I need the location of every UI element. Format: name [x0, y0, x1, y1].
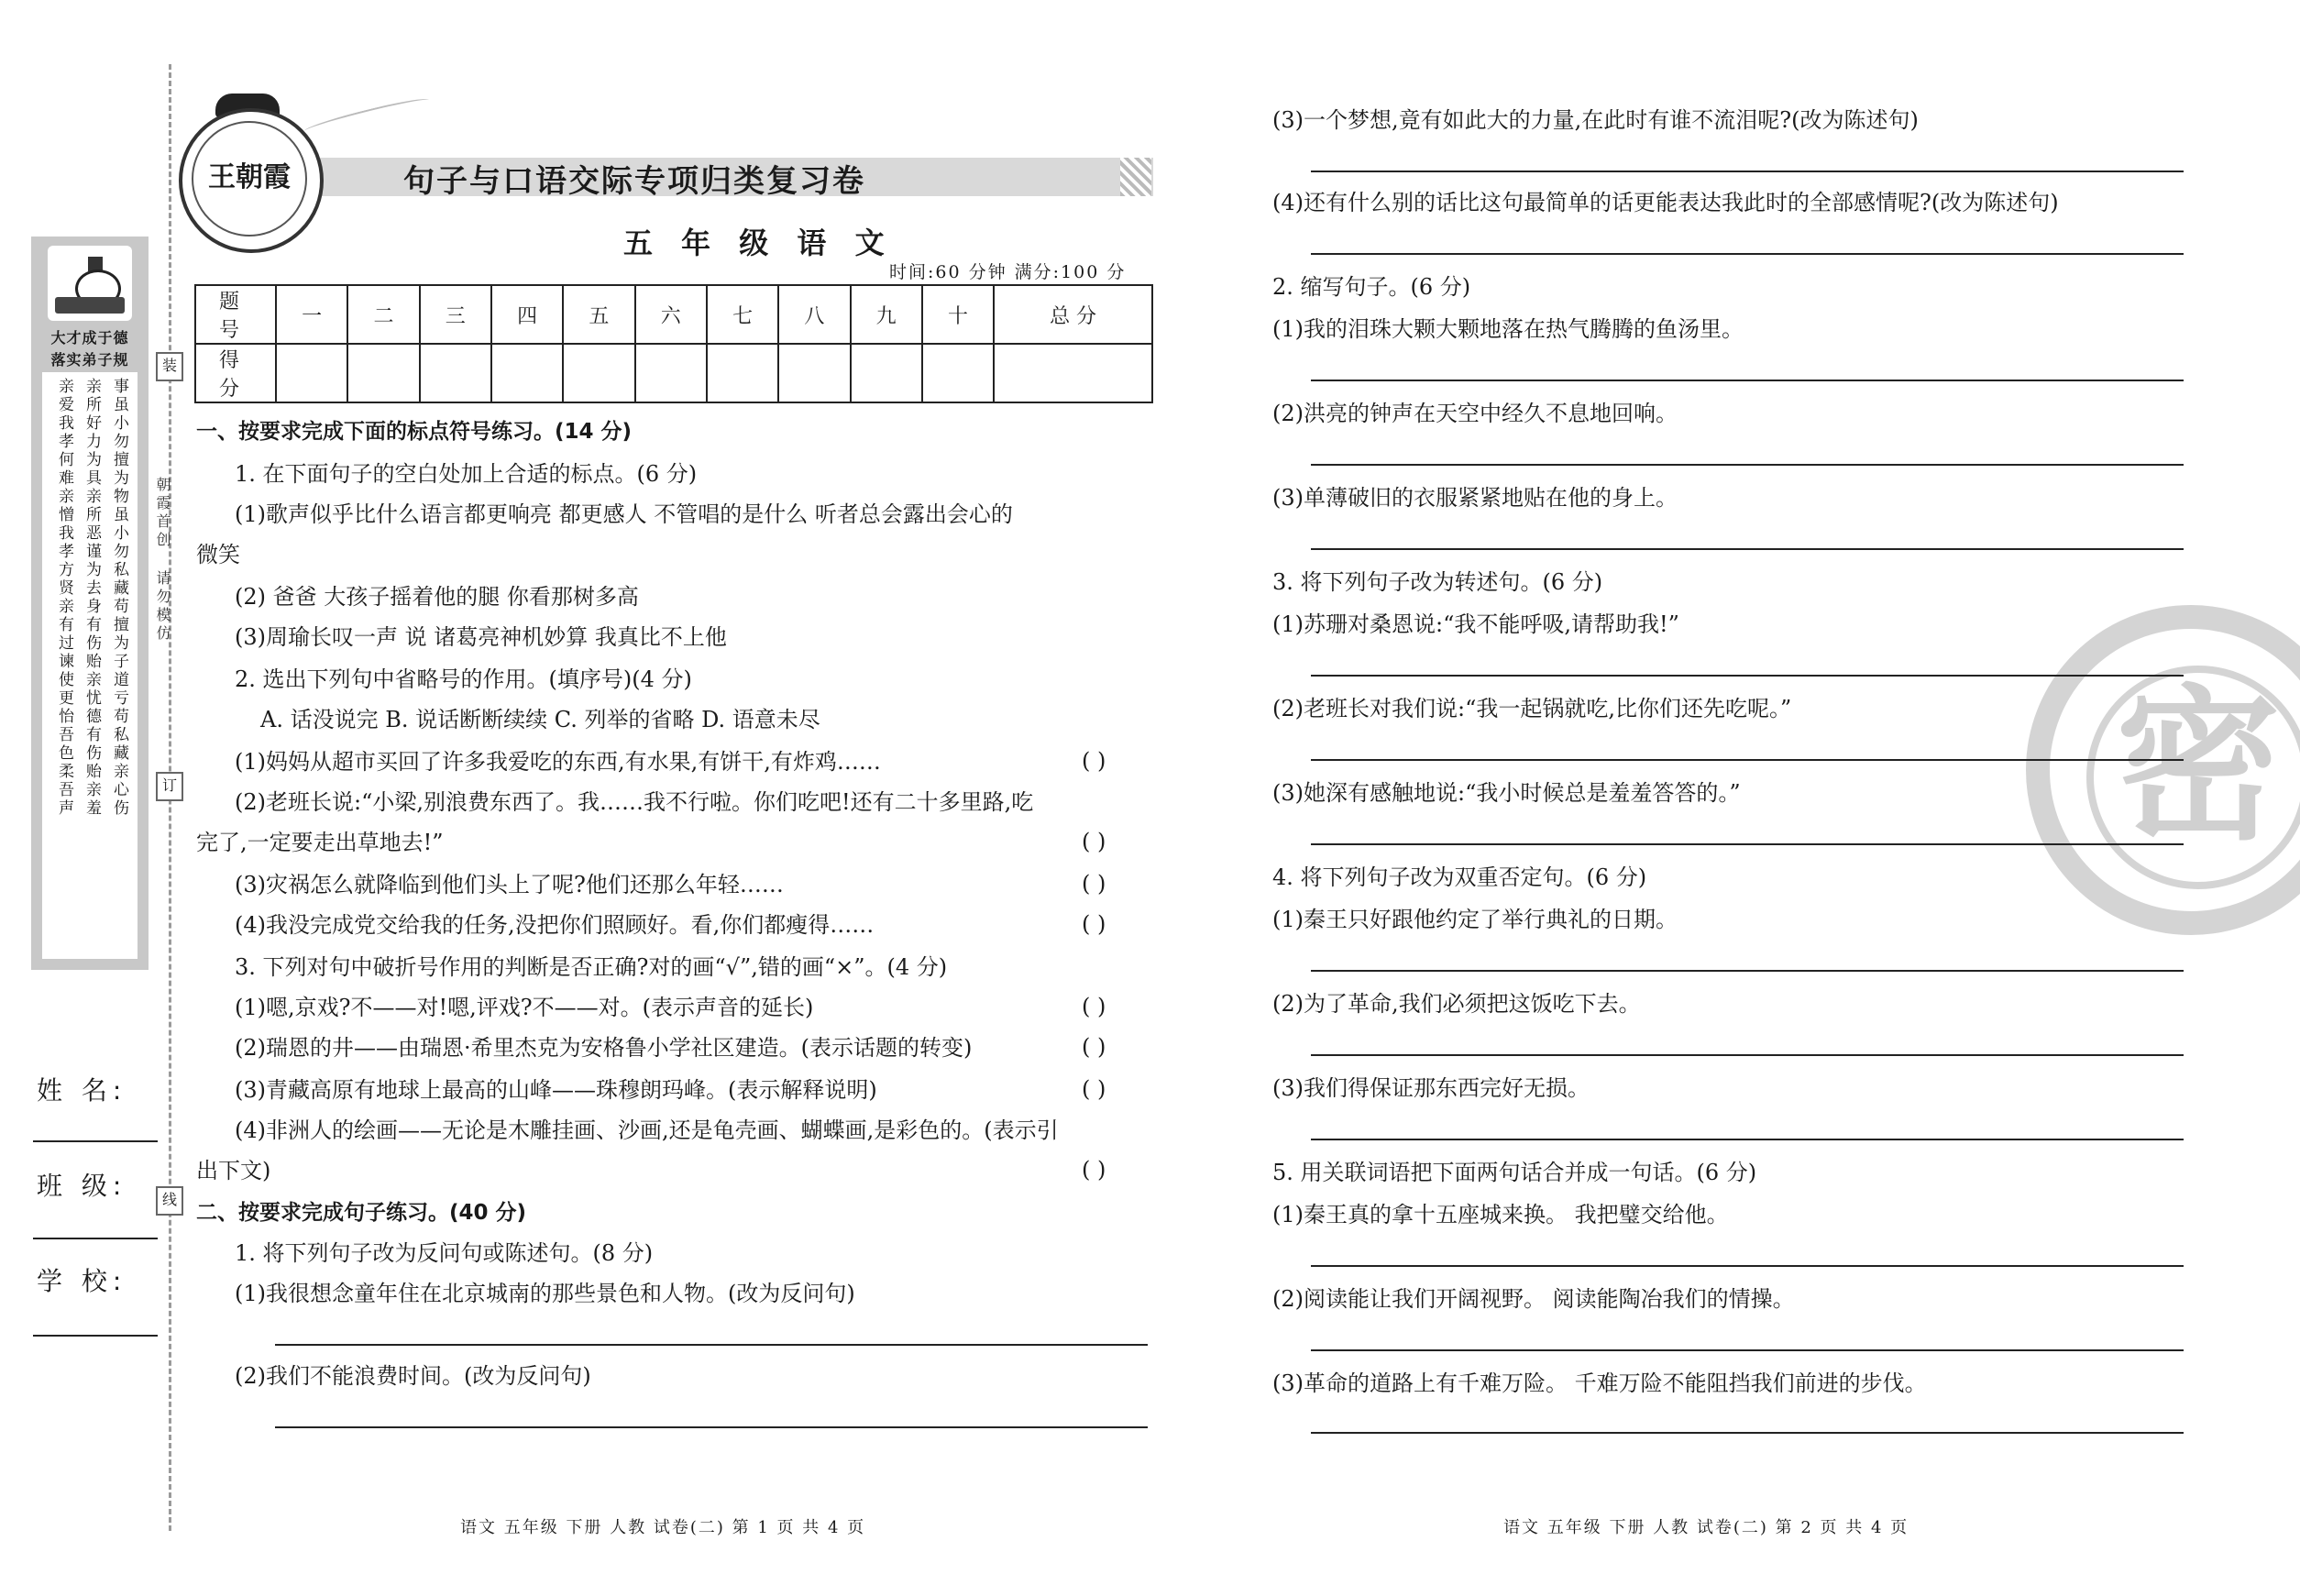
- score-cell[interactable]: [994, 344, 1152, 402]
- answer-paren[interactable]: ( ): [1082, 829, 1106, 854]
- question-2-4: (4)我没完成党交给我的任务,没把你们照顾好。看,你们都瘦得……: [235, 912, 875, 938]
- question-3-4: (4)非洲人的绘画——无论是木雕挂画、沙画,还是龟壳画、蝴蝶画,是彩色的。(表示引: [235, 1117, 1059, 1143]
- question-2: 2. 选出下列句中省略号的作用。(填序号)(4 分): [235, 666, 692, 692]
- rq2-2: (2)洪亮的钟声在天空中经久不息地回响。: [1272, 401, 1678, 426]
- logo-text: 王朝霞: [192, 121, 307, 237]
- answer-line[interactable]: [1311, 464, 2184, 466]
- col-header: 一: [276, 285, 347, 344]
- col-header: 九: [851, 285, 922, 344]
- section-2-question-1-2: (2)我们不能浪费时间。(改为反问句): [235, 1363, 591, 1389]
- row-label-number: 题 号: [195, 285, 276, 344]
- col-header: 八: [778, 285, 850, 344]
- col-header: 四: [491, 285, 563, 344]
- seal-char-zhuang: 装: [156, 352, 183, 381]
- answer-line[interactable]: [1311, 970, 2184, 972]
- rq3-1: (1)苏珊对桑恩说:“我不能呼吸,请帮助我!”: [1272, 611, 1679, 637]
- answer-line[interactable]: [1311, 548, 2184, 550]
- rq5-3: (3)革命的道路上有千难万险。 千难万险不能阻挡我们前进的步伐。: [1272, 1370, 1927, 1396]
- watermark-glyph: 密: [2116, 669, 2282, 863]
- question-3: 3. 下列对句中破折号作用的判断是否正确?对的画“√”,错的画“×”。(4 分): [235, 954, 948, 980]
- question-3-3: (3)青藏高原有地球上最高的山峰——珠穆朗玛峰。(表示解释说明): [235, 1077, 877, 1103]
- score-cell[interactable]: [420, 344, 491, 402]
- motto-line-2: 落实弟子规: [50, 351, 129, 369]
- question-1-1-cont: 微笑: [196, 542, 240, 567]
- answer-paren[interactable]: ( ): [1082, 911, 1106, 937]
- score-cell[interactable]: [635, 344, 707, 402]
- score-table: [194, 284, 1153, 403]
- rules-column-1: 亲爱我孝何难亲憎我孝方贤亲有过谏使更怡吾色柔吾声: [55, 378, 73, 818]
- score-cell[interactable]: [563, 344, 634, 402]
- score-cell[interactable]: [276, 344, 347, 402]
- rq2: 2. 缩写句子。(6 分): [1272, 274, 1471, 300]
- subject-title: 五 年 级 语 文: [623, 226, 894, 260]
- score-table-row-scores: [195, 344, 1152, 402]
- answer-line[interactable]: [1311, 1139, 2184, 1140]
- school-label: 学 校:: [37, 1266, 127, 1296]
- watermark-stamp: [2026, 605, 2300, 935]
- rq5: 5. 用关联词语把下面两句话合并成一句话。(6 分): [1272, 1160, 1757, 1185]
- seal-char-xian: 线: [156, 1186, 183, 1216]
- answer-line[interactable]: [1311, 380, 2184, 381]
- col-header: 五: [563, 285, 634, 344]
- col-header: 七: [707, 285, 778, 344]
- question-1-1: (1)歌声似乎比什么语言都更响亮 都更感人 不管唱的是什么 听者总会露出会心的: [235, 501, 1013, 527]
- question-1-2: (2) 爸爸 大孩子摇着他的腿 你看那树多高: [235, 584, 639, 610]
- score-cell[interactable]: [851, 344, 922, 402]
- rules-column-2: 亲所好力为具亲所恶谨为去身有伤贻亲忧德有伤贻亲羞: [83, 378, 101, 818]
- section-1-title: 一、按要求完成下面的标点符号练习。(14 分): [196, 420, 633, 444]
- vertical-note-1: 朝霞首创: [154, 477, 171, 550]
- question-2-2-cont: 完了,一定要走出草地去!”: [196, 830, 444, 855]
- answer-paren[interactable]: ( ): [1082, 1157, 1106, 1183]
- row-label-score: 得 分: [195, 344, 276, 402]
- mascot-panel: [31, 237, 149, 970]
- col-header: 十: [922, 285, 994, 344]
- score-table-row-headers: [195, 285, 1152, 344]
- rq5-2: (2)阅读能让我们开阔视野。 阅读能陶冶我们的情操。: [1272, 1286, 1795, 1312]
- score-cell[interactable]: [922, 344, 994, 402]
- question-2-2: (2)老班长说:“小梁,别浪费东西了。我……我不行啦。你们吃吧!还有二十多里路,吃: [235, 789, 1034, 815]
- answer-line[interactable]: [1311, 1054, 2184, 1056]
- rq5-1: (1)秦王真的拿十五座城来换。 我把璧交给他。: [1272, 1202, 1729, 1227]
- question-3-1: (1)嗯,京戏?不——对!嗯,评戏?不——对。(表示声音的延长): [235, 995, 814, 1020]
- question-3-4-cont: 出下文): [196, 1158, 271, 1183]
- scholar-mascot-icon: [48, 246, 132, 321]
- rq4-1: (1)秦王只好跟他约定了举行典礼的日期。: [1272, 907, 1678, 932]
- answer-paren[interactable]: ( ): [1082, 1034, 1106, 1060]
- name-label: 姓 名:: [37, 1075, 127, 1106]
- rq3-3: (3)她深有感触地说:“我小时候总是羞羞答答的。”: [1272, 780, 1741, 806]
- answer-line[interactable]: [1311, 843, 2184, 845]
- paper-title: 句子与口语交际专项归类复习卷: [403, 163, 865, 200]
- score-cell[interactable]: [347, 344, 419, 402]
- col-header: 总 分: [994, 285, 1152, 344]
- question-2-3: (3)灾祸怎么就降临到他们头上了呢?他们还那么年轻……: [235, 872, 784, 897]
- answer-paren[interactable]: ( ): [1082, 748, 1106, 774]
- footer-left: 语文 五年级 下册 人教 试卷(二) 第 1 页 共 4 页: [460, 1518, 866, 1537]
- score-cell[interactable]: [707, 344, 778, 402]
- answer-paren[interactable]: ( ): [1082, 871, 1106, 897]
- rq2-3: (3)单薄破旧的衣服紧紧地贴在他的身上。: [1272, 485, 1678, 511]
- question-2-options: A. 话没说完 B. 说话断断续续 C. 列举的省略 D. 语意未尽: [260, 707, 820, 732]
- answer-line[interactable]: [275, 1426, 1148, 1428]
- rq3: 3. 将下列句子改为转述句。(6 分): [1272, 569, 1603, 595]
- motto-line-1: 大才成于德: [50, 329, 129, 347]
- rq3-2: (2)老班长对我们说:“我一起锅就吃,比你们还先吃呢。”: [1272, 696, 1792, 721]
- school-field[interactable]: [33, 1335, 158, 1337]
- question-1-3: (3)周瑜长叹一声 说 诸葛亮神机妙算 我真比不上他: [235, 624, 727, 650]
- answer-paren[interactable]: ( ): [1082, 1076, 1106, 1102]
- answer-line[interactable]: [1311, 1349, 2184, 1351]
- rq1-3: (3)一个梦想,竟有如此大的力量,在此时有谁不流泪呢?(改为陈述句): [1272, 107, 1919, 133]
- section-2-title: 二、按要求完成句子练习。(40 分): [196, 1201, 527, 1225]
- question-2-1: (1)妈妈从超市买回了许多我爱吃的东西,有水果,有饼干,有炸鸡……: [235, 749, 881, 775]
- rq4: 4. 将下列句子改为双重否定句。(6 分): [1272, 864, 1647, 890]
- rq1-4: (4)还有什么别的话比这句最简单的话更能表达我此时的全部感情呢?(改为陈述句): [1272, 190, 2059, 215]
- col-header: 六: [635, 285, 707, 344]
- class-label: 班 级:: [37, 1171, 127, 1201]
- time-score-info: 时间:60 分钟 满分:100 分: [889, 262, 1127, 282]
- section-2-question-1: 1. 将下列句子改为反问句或陈述句。(8 分): [235, 1240, 654, 1266]
- publisher-logo: [179, 108, 324, 253]
- answer-paren[interactable]: ( ): [1082, 994, 1106, 1019]
- section-2-question-1-1: (1)我很想念童年住在北京城南的那些景色和人物。(改为反问句): [235, 1281, 855, 1306]
- score-cell[interactable]: [491, 344, 563, 402]
- score-cell[interactable]: [778, 344, 850, 402]
- footer-right: 语文 五年级 下册 人教 试卷(二) 第 2 页 共 4 页: [1503, 1518, 1909, 1537]
- vertical-note-2: 请勿模仿: [154, 570, 171, 644]
- col-header: 三: [420, 285, 491, 344]
- answer-line[interactable]: [275, 1344, 1148, 1346]
- rq4-3: (3)我们得保证那东西完好无损。: [1272, 1075, 1590, 1101]
- rules-column-3: 事虽小勿擅为物虽小勿私藏苟擅为子道亏苟私藏亲心伤: [110, 378, 128, 818]
- rq2-1: (1)我的泪珠大颗大颗地落在热气腾腾的鱼汤里。: [1272, 316, 1744, 342]
- class-field[interactable]: [33, 1238, 158, 1239]
- col-header: 二: [347, 285, 419, 344]
- answer-line[interactable]: [1311, 1265, 2184, 1267]
- ribbon-decoration: [303, 94, 431, 137]
- question-1: 1. 在下面句子的空白处加上合适的标点。(6 分): [235, 461, 698, 487]
- answer-line[interactable]: [1311, 1432, 2184, 1434]
- rq4-2: (2)为了革命,我们必须把这饭吃下去。: [1272, 991, 1641, 1017]
- answer-line[interactable]: [1311, 171, 2184, 172]
- rules-block: [42, 372, 138, 959]
- question-3-2: (2)瑞恩的井——由瑞恩·希里杰克为安格鲁小学社区建造。(表示话题的转变): [235, 1035, 973, 1061]
- answer-line[interactable]: [1311, 675, 2184, 677]
- answer-line[interactable]: [1311, 253, 2184, 255]
- seal-char-ding: 订: [156, 772, 183, 801]
- answer-line[interactable]: [1311, 759, 2184, 761]
- name-field[interactable]: [33, 1140, 158, 1142]
